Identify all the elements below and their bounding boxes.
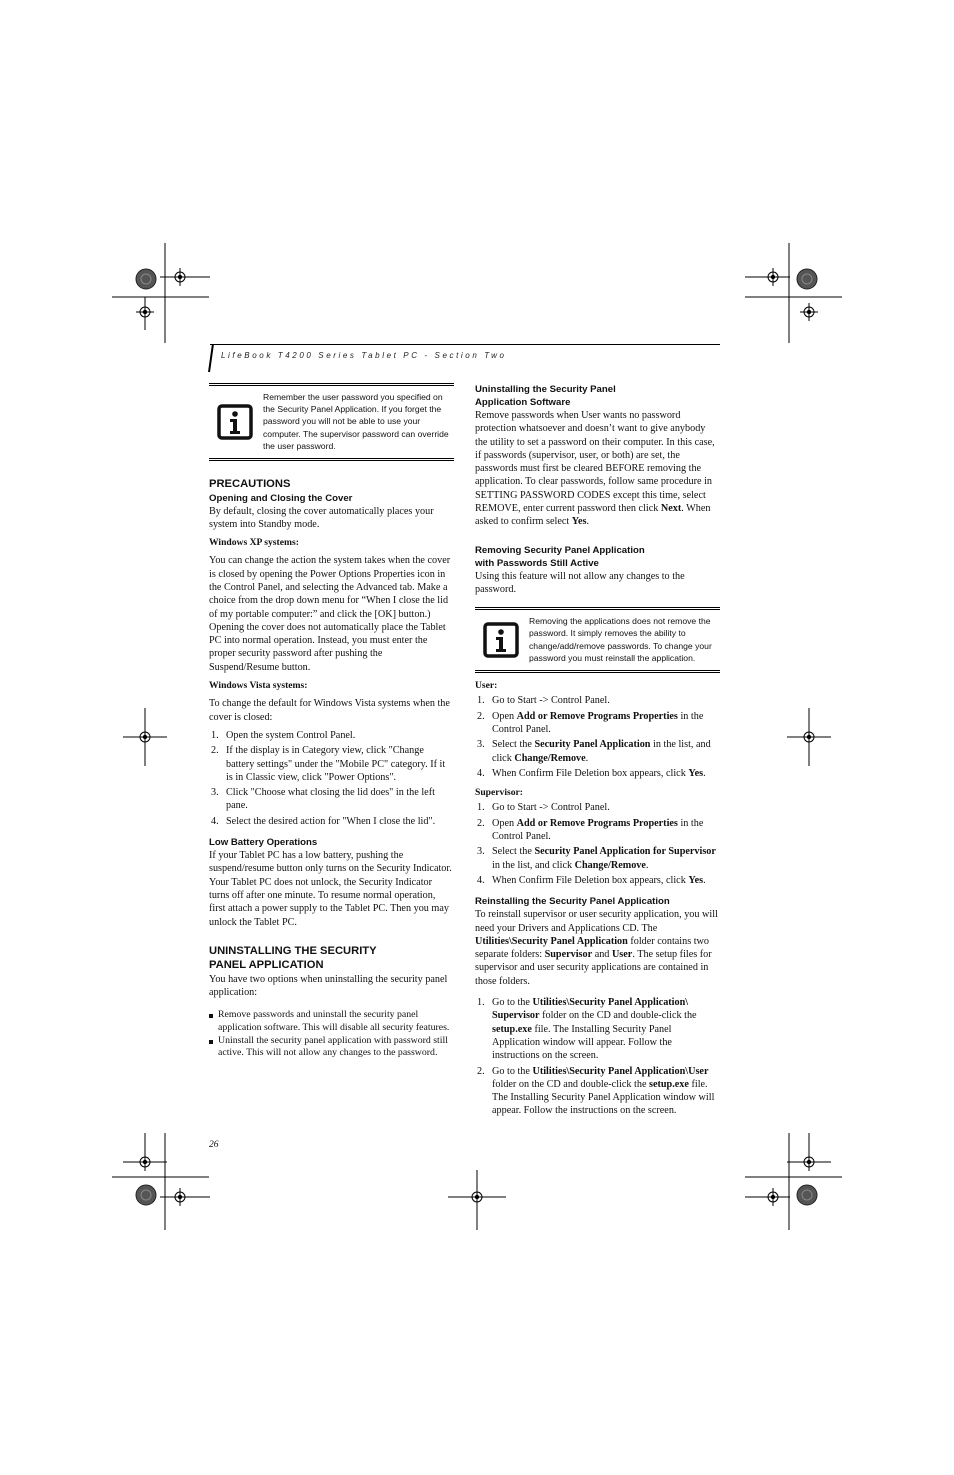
page-number: 26: [209, 1140, 219, 1150]
right-column: [475, 383, 720, 1124]
list-item: 2. Open Add or Remove Programs Properties in the Control Panel.: [477, 817, 704, 843]
paragraph: To reinstall supervisor or user security application, you will need your Drivers and Applications CD. The Utilities\Security Panel Application folder contains two separate folders: Supervisor and User. The setup files for supervisor and user security applications are contained in those folders.: [475, 909, 718, 987]
list-item: 1. Go to Start -> Control Panel.: [477, 695, 610, 707]
heading-reinstalling: Reinstalling the Security Panel Application: [475, 896, 670, 908]
list-item: 3. Select the Security Panel Application in the list, and click Change/Remove.: [477, 739, 711, 764]
paragraph: Remove passwords when User wants no password protection whatsoever and doesn’t want to give anybody the utility to set a password on their computer. In this case, if passwords (supervisor, user, or both) are set, the passwords must first be cleared BEFORE removing the application. To clear passwords, follow same procedure in SETTING PASSWORD CODES except this time, select REMOVE, enter current password then click Next. When asked to confirm select Yes.: [475, 410, 715, 528]
note-box-removing: [475, 607, 720, 673]
paragraph: You can change the action the system takes when the cover is closed by opening the Power Options Properties icon in the Control Panel, and selecting the Advanced tab. Make a choice from the drop down menu for “When I close the lid of my portable computer:” and click the [OK] button.) Opening the cover does not automatically place the Tablet PC into normal operation. Instead, you must enter the proper security password after pushing the Suspend/Resume button.: [209, 555, 451, 673]
heading-xp: Windows XP systems:: [209, 537, 299, 549]
note-text: Removing the applications does not remove the password. It simply removes the ability to change/add/remove passwords. To change your password you must reinstall the application.: [529, 616, 712, 663]
heading-user: User:: [475, 680, 498, 692]
supervisor-steps: [475, 801, 720, 887]
uninstall-options: [209, 1009, 454, 1059]
list-item: 4. When Confirm File Deletion box appears, click Yes.: [477, 874, 706, 886]
note-text: Remember the user password you specified on the Security Panel Application. If you forget the password you will not be able to use your computer. The supervisor password can override the user password.: [263, 392, 449, 451]
heading-uninstalling: UNINSTALLING THE SECURITY PANEL APPLICATION: [209, 944, 377, 972]
heading-vista: Windows Vista systems:: [209, 680, 308, 692]
paragraph: If your Tablet PC has a low battery, pushing the suspend/resume button only turns on the Security Indicator. Your Tablet PC does not unlock, the Security Indicator turns off after one minute. To resume normal operation, first attach a power supply to the Tablet PC. Then you may unlock the Tablet PC.: [209, 850, 452, 928]
list-item: 3. Click "Choose what closing the lid does" in the left pane.: [211, 787, 435, 812]
info-icon: [217, 404, 253, 440]
list-item: 1. Open the system Control Panel.: [211, 729, 356, 741]
list-item: 2. Open Add or Remove Programs Properties in the Control Panel.: [477, 710, 704, 735]
user-steps: [475, 694, 720, 780]
list-item: 3. Select the Security Panel Application for Supervisor in the list, and click Change/Remove.: [477, 846, 716, 871]
paragraph: You have two options when uninstalling the security panel application:: [209, 973, 448, 999]
list-item: 2. If the display is in Category view, click "Change battery settings" under the "Mobile PC" category. If it is in Classic view, click "Power Options".: [211, 745, 446, 783]
paragraph: Using this feature will not allow any changes to the password.: [475, 570, 685, 595]
list-item: Uninstall the security panel application with password still active. This will not allow any changes to the password.: [209, 1035, 454, 1059]
list-item: 1. Go to Start -> Control Panel.: [477, 802, 610, 814]
list-item: Remove passwords and uninstall the security panel application software. This will disable all security features.: [209, 1009, 454, 1033]
paragraph: To change the default for Windows Vista systems when the cover is closed:: [209, 698, 450, 723]
heading-cover: Opening and Closing the Cover: [209, 492, 353, 504]
heading-low-battery: Low Battery Operations: [209, 837, 318, 849]
list-item: 4. When Confirm File Deletion box appears, click Yes.: [477, 767, 706, 779]
left-column: [209, 383, 454, 1060]
heading-supervisor: Supervisor:: [475, 787, 523, 799]
list-item: 1. Go to the Utilities\Security Panel Application\ Supervisor folder on the CD and double-click the setup.exe file. The Installing Security Panel Application window will appear. Follow the instructions on the screen.: [477, 997, 697, 1062]
heading-removing: Removing Security Panel Application with Passwords Still Active: [475, 544, 645, 569]
heading-uninstall-software: Uninstalling the Security Panel Application Software: [475, 384, 616, 408]
info-icon: [483, 622, 519, 658]
heading-precautions: PRECAUTIONS: [209, 478, 291, 491]
header-rule: [210, 344, 720, 345]
note-box-password: [209, 383, 454, 461]
vista-steps: [209, 729, 454, 828]
list-item: 2. Go to the Utilities\Security Panel Application\User folder on the CD and double-click the setup.exe file. The Installing Security Panel Application window will appear. Follow the instructions on the screen.: [477, 1065, 715, 1117]
reinstall-steps: [475, 996, 720, 1118]
paragraph: By default, closing the cover automatically places your system into Standby mode.: [209, 505, 434, 530]
running-header: LifeBook T4200 Series Tablet PC - Section Two: [221, 351, 507, 360]
list-item: 4. Select the desired action for "When I close the lid".: [211, 815, 436, 827]
